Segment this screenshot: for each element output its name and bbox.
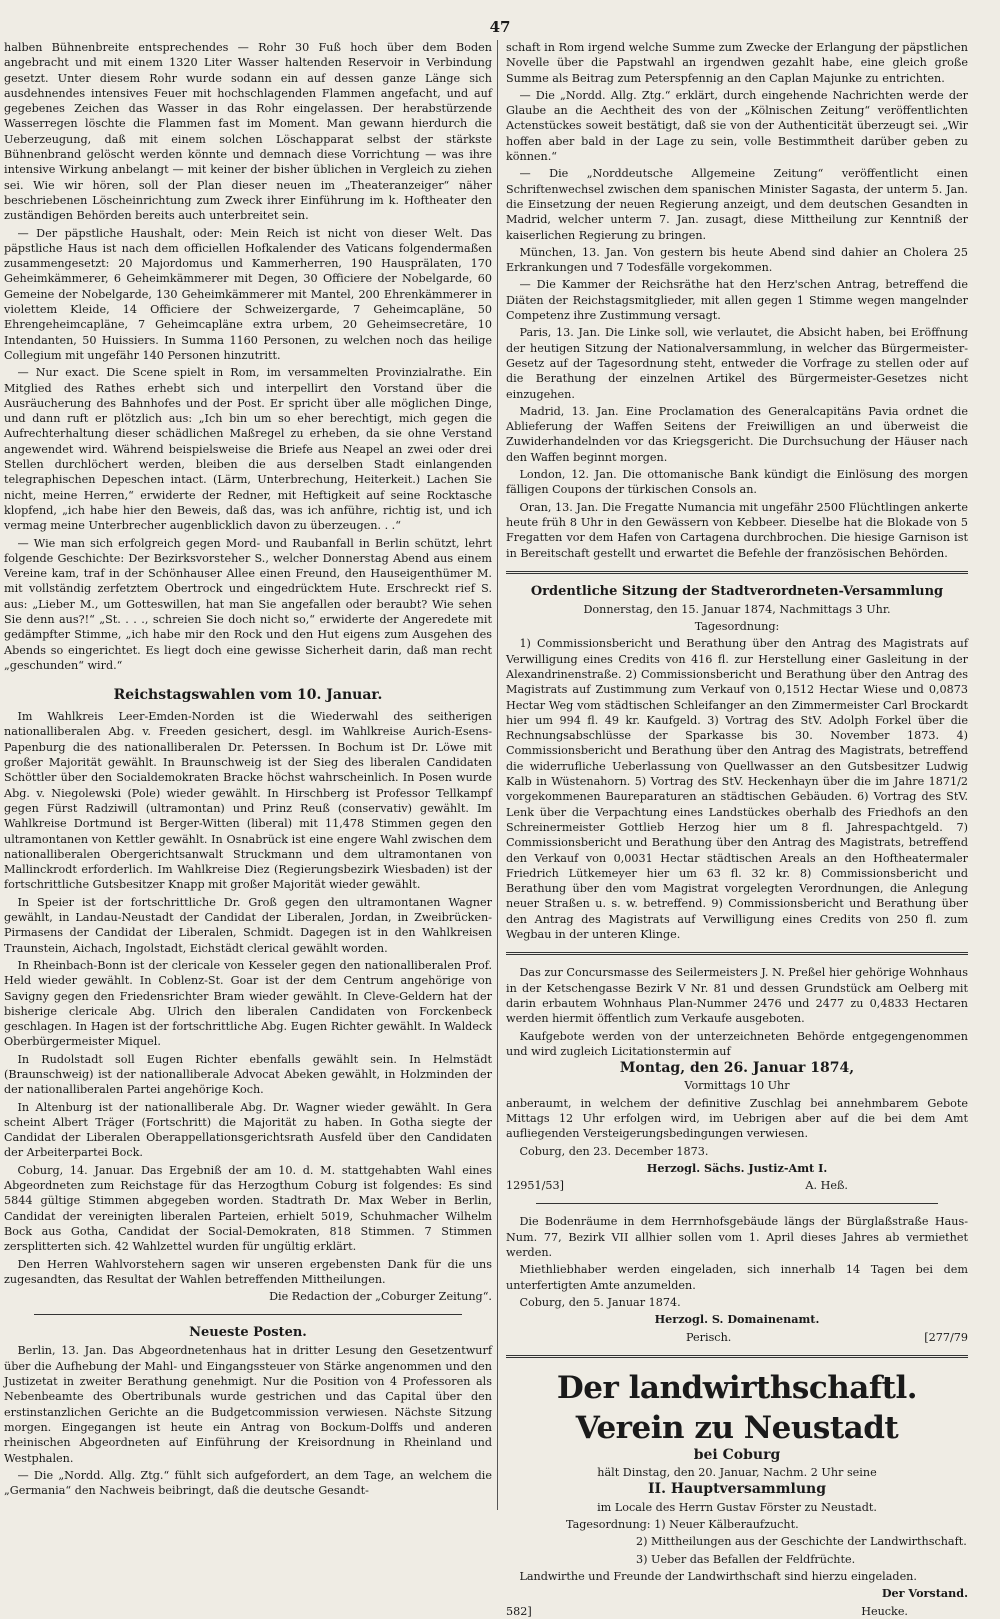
agenda-item: 2) Mittheilungen aus der Geschichte der Landwirthschaft.: [636, 1535, 967, 1549]
section-divider: [34, 1314, 462, 1315]
news-nordd-allg: — Die „Nordd. Allg. Ztg.“ fühlt sich aufgefordert, an dem Tage, an welchem die „Germania“ den Nachweis beibringt, daß die deutsche Gesandt-: [4, 1468, 492, 1498]
article-papal-household: — Der päpstliche Haushalt, oder: Mein Reich ist nicht von dieser Welt. Das päpstliche Haus ist nach dem officiellen Hofkalender des Vaticans folgendermaßen zusammengesetzt: 20 Majordomus und Kammerherren, 190 Hausprälaten, 170 Geheimkämmerer, 6 Geheimkämmerer mit Degen, 30 Officiere der Nobelgarde, 60 Gemeine der Nobelgarde, 130 Geheimkämmerer mit Mantel, 200 Ehrenkämmerer in violettem Kleide, 14 Officiere der Schweizergarde, 7 Geheimcapläne, 50 Ehrengeheimcapläne, 7 Geheimcapläne extra urbem, 20 Geheimsecretäre, 10 Intendanten, 50 Huissiers. In Summa 1160 Personen, zu welchen noch das heilige Collegium mit ungefähr 140 Personen hinzutritt.: [4, 226, 492, 362]
verein-board: Der Vorstand.: [881, 1586, 968, 1601]
verein-assembly: II. Hauptversammlung: [647, 1481, 827, 1498]
election-paragraph: In Altenburg ist der nationalliberale Abg. Dr. Wagner wieder gewählt. In Gera scheint Albert Träger (Fortschritt) die Majorität zu haben. In Gotha siegte der Candidat der Liberalen Oberappellationsgerichtsrath Ausfeld über den Candidaten der Arbeiterpartei Bock.: [4, 1100, 492, 1160]
verein-heading: Der landwirthschaftl. Verein zu Neustadt: [556, 1369, 918, 1446]
news-paris: Paris, 13. Jan. Die Linke soll, wie verlautet, die Absicht haben, bei Eröffnung der heutigen Sitzung der Nationalversammlung, in welcher das Bürgermeister-Gesetz auf der Tagesordnung steht, entweder die Vorfrage zu stellen oder auf die Berathung der einzelnen Artikel des Bürgermeister-Gesetzes nicht einzugehen.: [506, 326, 968, 401]
agenda-label: Tagesordnung:: [694, 620, 780, 634]
article-berlin-robbery: — Wie man sich erfolgreich gegen Mord- und Raubanfall in Berlin schützt, lehrt folgende Geschichte: Der Bezirksvorsteher S., welcher Donnerstag Abend aus einem Vereine kam, traf in der Schönhauser Allee einen Freund, den Hauseigenthümer M. mit vollständig zerfetztem Obertrock und eingedrücktem Hute. Erschreckt rief S. aus: „Lieber M., um Gotteswillen, hat man Sie angefallen oder beraubt? Wie sehen Sie denn aus?!“ „St. . . ., schreien Sie doch nicht so,“ erwiderte der Angeredete mit gedämpfter Stimme, „ich habe mir den Rock und den Hut eigens zum Ausgehen des Abends so eingerichtet. Es liegt doch eine gewisse Sicherheit darin, daß man recht „geschunden“ wird.“: [4, 536, 492, 672]
verein-venue: im Locale des Herrn Gustav Förster zu Neustadt.: [597, 1500, 877, 1514]
thanks-paragraph: Den Herren Wahlvorstehern sagen wir unseren ergebensten Dank für die uns zugesandten, das Resultat der Wahlen betreffenden Mittheilungen.: [4, 1257, 492, 1286]
notice-signer: Perisch.: [686, 1330, 732, 1344]
editorial-signature: Die Redaction der „Coburger Zeitung“.: [269, 1290, 492, 1304]
page-number: 47: [489, 18, 511, 36]
news-oran: Oran, 13. Jan. Die Fregatte Numancia mit ungefähr 2500 Flüchtlingen ankerte heute früh 8 Uhr in den Gewässern von Kebbeer. Dieselbe hat die Blokade von 5 Fregatten vor dem Hafen von Cartagena durchbrochen. Die hiesige Garnison ist in Bereitschaft gestellt und erwartet die Befehle der französischen Behörden.: [506, 500, 968, 560]
verein-date: hält Dinstag, den 20. Januar, Nachm. 2 Uhr seine: [597, 1466, 877, 1480]
notice-reference: 12951/53]: [506, 1179, 564, 1193]
heading-stadtverordneten: Ordentliche Sitzung der Stadtverordneten-Versammlung: [530, 583, 944, 599]
agenda-item: 3) Ueber das Befallen der Feldfrüchte.: [636, 1552, 856, 1566]
notice-footer: [506, 1178, 968, 1193]
news-berlin: Berlin, 13. Jan. Das Abgeordnetenhaus hat in dritter Lesung den Gesetzentwurf über die Aufhebung der Mahl- und Eingangssteuer von Stärke angenommen und den Justizetat in zweiter Berathung genehmigt. Nur die Position von 4 Professoren als Nebenbeamte des Obertribunals wurde gestrichen und das Capital über den erstinstanzlichen Gerichte an die Budgetcommission verwiesen. Nächste Sitzung morgen. Eingegangen ist heute ein Antrag von Bockum-Dolffs und anderen rheinischen Abgeordneten auf Einführung der Kreisordnung in Rheinland und Westphalen.: [4, 1344, 492, 1465]
notice-footer: [506, 1330, 968, 1345]
notice-signer: Heucke.: [861, 1604, 908, 1618]
notice-signer: A. Heß.: [805, 1179, 848, 1193]
section-divider: [506, 1355, 968, 1358]
news-madrid: Madrid, 13. Jan. Eine Proclamation des Generalcapitäns Pavia ordnet die Ablieferung der Waffen Seitens der Freiwilligen an und überweist die Zuwiderhandelnden vor das Kriegsgericht. Die Durchsuchung der Häuser nach den Waffen beginnt morgen.: [506, 404, 968, 464]
news-paragraph: — Die „Norddeutsche Allgemeine Zeitung“ veröffentlicht einen Schriftenwechsel zwischen dem spanischen Minister Sagasta, der unterm 5. Jan. die Einsetzung der neuen Regierung anzeigt, und dem deutschen Gesandten in Madrid, welcher unterm 7. Jan. zusagt, diese Mittheilung zur Kenntniß der kaiserlichen Regierung zu bringen.: [506, 167, 968, 242]
news-london: London, 12. Jan. Die ottomanische Bank kündigt die Einlösung des morgen fälligen Coupons der türkischen Consols an.: [506, 468, 968, 497]
notice-mietliebhaber: Miethliebhaber werden eingeladen, sich innerhalb 14 Tagen bei dem unterfertigten Amte anzumelden.: [506, 1263, 968, 1292]
heading-neueste-posten: Neueste Posten.: [189, 1325, 307, 1341]
auction-date: Montag, den 26. Januar 1874,: [619, 1060, 855, 1077]
election-paragraph: In Rudolstadt soll Eugen Richter ebenfalls gewählt sein. In Helmstädt (Braunschweig) ist der nationalliberale Advocat Abeken gewählt, in Holzminden der der nationalliberalen Partei angehörige Koch.: [4, 1052, 492, 1097]
notice-footer: [506, 1604, 968, 1619]
notice-zuschlag: anberaumt, in welchem der definitive Zuschlag bei annehmbarem Gebote Mittags 12 Uhr erfolgen wird, im Uebrigen aber auf die bei dem Amt aufliegenden Versteigerungsbedingungen verwiesen.: [506, 1096, 968, 1141]
notice-bodenraeume: Die Bodenräume in dem Herrnhofsgebäude längs der Bürglaßstraße Haus-Num. 77, Bezirk VII allhier sollen vom 1. April dieses Jahres ab vermiethet werden.: [506, 1215, 968, 1260]
notice-reference: [277/79: [924, 1330, 968, 1344]
heading-reichstagswahlen: Reichstagswahlen vom 10. Januar.: [113, 687, 383, 704]
notice-kaufgebote: Kaufgebote werden von der unterzeichneten Behörde entgegengenommen und wird zugleich Licitationstermin auf: [506, 1029, 968, 1058]
section-divider: [506, 571, 968, 574]
news-continuation: schaft in Rom irgend welche Summe zum Zwecke der Erlangung der päpstlichen Novelle über die Papstwahl an irgendwen gezahlt habe, eine gleich große Summe als Beitrag zum Peterspfennig an den Caplan Majunke zu entrichten.: [506, 41, 968, 85]
article-fire-apparatus: halben Bühnenbreite entsprechendes — Rohr 30 Fuß hoch über dem Boden angebracht und mit einem 1320 Liter Wasser haltenden Reservoir in Verbindung gesetzt. Unter diesem Rohr wurde sodann ein auf dessen ganze Länge sich ausdehnendes intensives Feuer mit hochschlagenden Flammen angefacht, und auf gegebenes Zeichen das Wasser in das Rohr eingelassen. Der herabstürzende Wasserregen löschte die Flammen fast im Moment. Man gewann hierdurch die Ueberzeugung, daß mit einem solchen Löschapparat selbst der stärkste Bühnenbrand gelöscht werden könnte und demnach diese Vorrichtung — was ihre intensive Wirkung anbelangt — mit keiner der bisher üblichen in Vergleich zu ziehen sei. Wie wir hören, soll der Plan dieser neuen im „Theateranzeiger“ näher beschriebenen Löscheinrichtung zum Zweck ihrer Einführung im k. Hoftheater den zuständigen Behörden bereits auch unterbreitet sein.: [4, 41, 492, 223]
meeting-date: Donnerstag, den 15. Januar 1874, Nachmittags 3 Uhr.: [583, 602, 891, 616]
notice-reference: 582]: [506, 1604, 532, 1618]
section-divider: [536, 1203, 938, 1204]
column-divider: [497, 40, 498, 1510]
verein-location: bei Coburg: [693, 1446, 781, 1463]
election-paragraph: Im Wahlkreis Leer-Emden-Norden ist die Wiederwahl des seitherigen nationalliberalen Abg. v. Freeden gesichert, desgl. im Wahlkreise Aurich-Esens-Papenburg die des nationalliberalen Dr. Peterssen. In Bochum ist Dr. Löwe mit großer Majorität gewählt. In Braunschweig ist der Sieg des liberalen Candidaten Schöttler über den Socialdemokraten Bracke höchst wahrscheinlich. In Posen wurde Abg. v. Niegolewski (Pole) wieder gewählt. In Hirschberg ist Professor Tellkampf gegen Fürst Radziwill (ultramontan) und Prinz Reuß (conservativ) gewählt. Im Wahlkreise Dortmund ist Berger-Witten (liberal) mit 11,478 Stimmen gegen den ultramontanen von Kettler gewählt. In Osnabrück ist eine engere Wahl zwischen dem nationalliberalen Obergerichtsanwalt Struckmann und dem ultramontanen von Mallinckrodt erforderlich. Im Wahlkreise Diez (Regierungsbezirk Wiesbaden) ist der fortschrittliche Gutsbesitzer Knapp mit großer Majorität wieder gewählt.: [4, 710, 492, 892]
notice-concurs: Das zur Concursmasse des Seilermeisters J. N. Preßel hier gehörige Wohnhaus in der Ketschengasse Bezirk V Nr. 81 und dessen Grundstück am Oelberg mit darin erbautem Wohnhaus Plan-Nummer 2476 und 2477 zu 0,4833 Hectaren werden hiermit öffentlich zum Verkaufe ausgeboten.: [506, 966, 968, 1026]
news-munich: München, 13. Jan. Von gestern bis heute Abend sind dahier an Cholera 25 Erkrankungen und 7 Todesfälle vorgekommen.: [506, 245, 968, 275]
article-nur-exact: — Nur exact. Die Scene spielt in Rom, im versammelten Provinzialrathe. Ein Mitglied des Rathes erhebt sich und interpellirt den Vorstand über die Ausräucherung des Bahnhofes und der Post. Er spricht über alle möglichen Dinge, und dann ruft er plötzlich aus: „Ich bin um so eher berechtigt, mich gegen die Aufrechterhaltung dieser schädlichen Maßregel zu erheben, da sie ohne Verstand angewendet wird. Während beispielsweise die Briefe aus Neapel an zwei oder drei Stellen durchlöchert werden, bleiben die aus derselben Stadt einlangenden telegraphischen Depeschen intact. (Lärm, Unterbrechung, Heiterkeit.) Lachen Sie nicht, meine Herren,“ erwiderte der Redner, mit Heftigkeit auf seine Rocktasche klopfend, „ich habe hier den Beweis, daß das, was ich anführe, richtig ist, und ich vermag meine Unterbrecher augenblicklich davon zu überzeugen. . .“: [4, 366, 492, 533]
verein-agenda: [506, 1517, 968, 1567]
news-paragraph: — Die „Nordd. Allg. Ztg.“ erklärt, durch eingehende Nachrichten werde der Glaube an die Aechtheit des von der „Kölnischen Zeitung“ veröffentlichten Actenstückes soweit bestätigt, daß sie von der Authenticität überzeugt sei. „Wir hoffen aber bald in der Lage zu sein, volle Bestimmtheit darüber geben zu können.“: [506, 88, 968, 164]
notice-authority: Herzogl. S. Domainenamt.: [654, 1312, 820, 1327]
meeting-agenda: 1) Commissionsbericht und Berathung über den Antrag des Magistrats auf Verwilligung eines Credits von 416 fl. zur Herstellung einer Gasleitung in der Alexandrinenstraße. 2) Commissionsbericht und Berathung über den Antrag des Magistrats auf Zustimmung zum Verkauf von 0,1512 Hectar Wiese und 0,0873 Hectar Weg vom städtischen Schleifanger an den Zimmermeister Carl Brockardt hier um 994 fl. 49 kr. Kaufgeld. 3) Vortrag des StV. Adolph Forkel über die Rechnungsabschlüsse der Sparkasse bis 30. November 1873. 4) Commissionsbericht und Berathung über den Antrag des Magistrats, betreffend die widerrufliche Ueberlassung von Quellwasser an den Gutsbesitzer Ludwig Kalb in Wüstenahorn. 5) Vortrag des StV. Heckenhayn über die im Jahre 1871/2 vorgekommenen Baureparaturen an städtischen Gebäuden. 6) Vortrag des StV. Lenk über die Verpachtung eines Landstückes oberhalb des Friedhofs an den Schreinermeister Gottlieb Herzog hier um 8 fl. Jahrespachtgeld. 7) Commissionsbericht und Berathung über den Antrag des Magistrats, betreffend den Verkauf von 0,0031 Hectar städtischen Areals an den Hoftheatermaler Friedrich Lütkemeyer hier um 63 fl. 32 kr. 8) Commissionsbericht und Berathung über den vom Magistrat vorgelegten Verordnungen, die Anlegung neuer Straßen u. s. w. betreffend. 9) Commissionsbericht und Berathung über den Antrag des Magistrats auf Verwilligung eines Credits von 250 fl. zum Wegbau in der unteren Klinge.: [506, 637, 968, 942]
notice-authority: Herzogl. Sächs. Justiz-Amt I.: [646, 1160, 828, 1175]
notice-date: Coburg, den 5. Januar 1874.: [519, 1295, 681, 1309]
election-paragraph: In Speier ist der fortschrittliche Dr. Groß gegen den ultramontanen Wagner gewählt, in Landau-Neustadt der Candidat der Liberalen, Jordan, in Zweibrücken-Pirmasens der Candidat der Liberalen, Schmidt. Dagegen ist in den Wahlkreisen Traunstein, Aichach, Ingolstadt, Eichstädt clerical gewählt worden.: [4, 895, 492, 955]
section-divider: [506, 952, 968, 955]
left-column: [4, 40, 492, 1510]
agenda-item: Tagesordnung: 1) Neuer Kälberaufzucht.: [566, 1518, 799, 1532]
notice-date: Coburg, den 23. December 1873.: [519, 1144, 709, 1158]
right-column: [506, 40, 968, 1618]
election-paragraph: In Rheinbach-Bonn ist der clericale von Kesseler gegen den nationalliberalen Prof. Held wieder gewählt. In Coblenz-St. Goar ist der dem Centrum angehörige von Savigny gegen den Friedensrichter Bram wieder gewählt. In Cleve-Geldern hat der bisherige clericale Abg. Ulrich den liberalen Candidaten von Forckenbeck geschlagen. In Hagen ist der fortschrittliche Abg. Eugen Richter gewählt. In Waldeck Oberbürgermeister Miquel.: [4, 958, 492, 1049]
coburg-election-result: Coburg, 14. Januar. Das Ergebniß der am 10. d. M. stattgehabten Wahl eines Abgeordneten zum Reichstage für das Herzogthum Coburg ist folgendes: Es sind 5844 gültige Stimmen abgegeben worden. Stadtrath Dr. Max Weber in Berlin, Candidat der vereinigten liberalen Parteien, erhielt 5019, Schuhmacher Wilhelm Bock aus Gotha, Candidat der Social-Demokraten, 818 Stimmen. 7 Stimmen zersplitterten sich. 42 Wahlzettel wurden für ungültig erklärt.: [4, 1163, 492, 1254]
news-paragraph: — Die Kammer der Reichsräthe hat den Herz'schen Antrag, betreffend die Diäten der Reichstagsmitglieder, mit allen gegen 1 Stimme wegen mangelnder Competenz ihre Zustimmung versagt.: [506, 278, 968, 323]
auction-time: Vormittags 10 Uhr: [684, 1079, 790, 1093]
verein-invitation: Landwirthe und Freunde der Landwirthschaft sind hierzu eingeladen.: [519, 1569, 917, 1583]
